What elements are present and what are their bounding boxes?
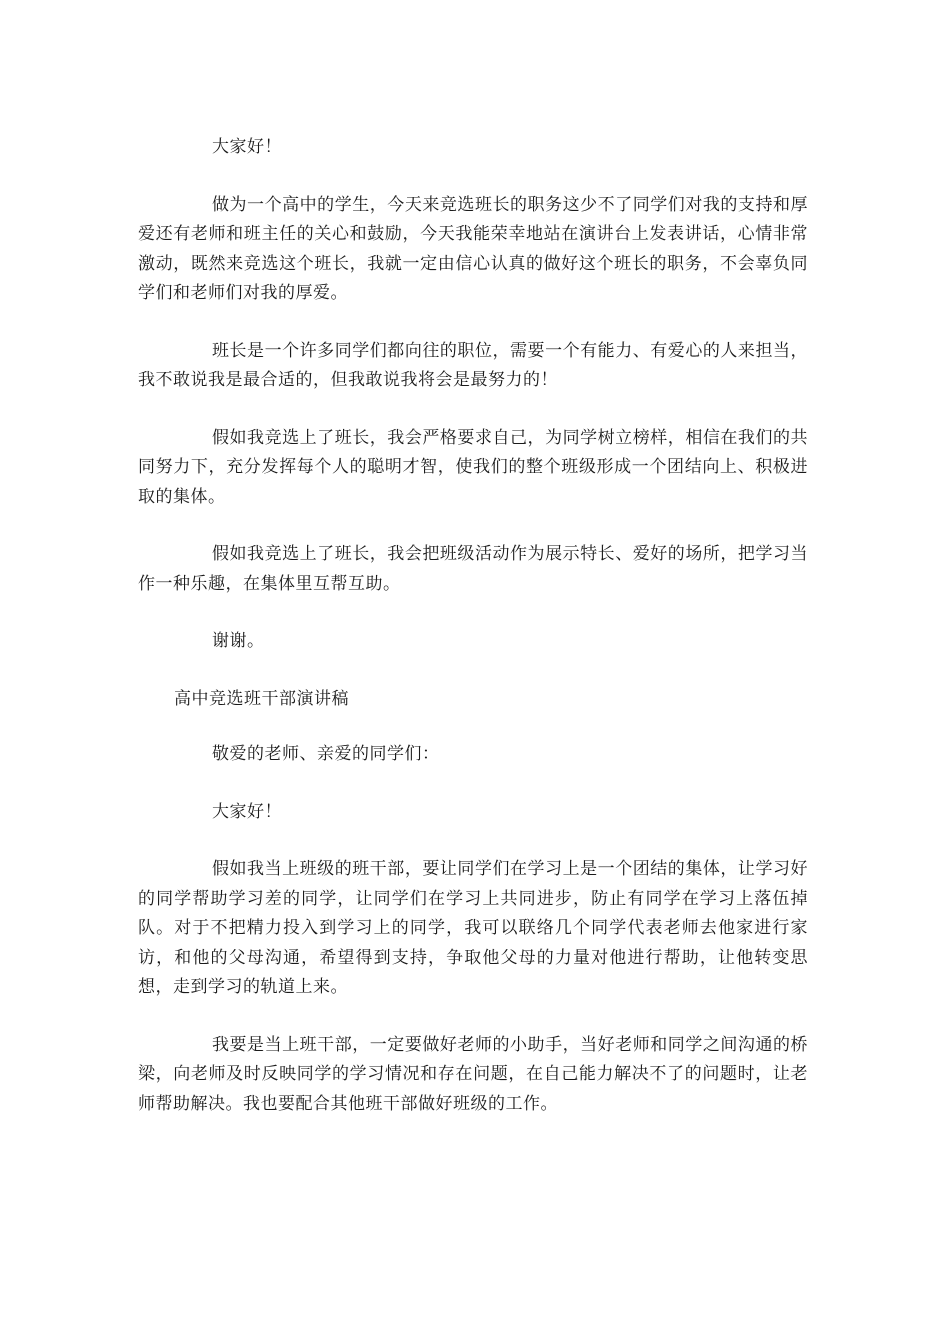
greeting: 大家好！	[212, 137, 282, 157]
speech-paragraph: 做为一个高中的学生，今天来竞选班长的职务这少不了同学们对我的支持和厚爱还有老师和班主任的关心和鼓励，今天我能荣幸地站在演讲台上发表讲话，心情非常激动，既然来竞选这个班长，我就一定由信心认真的做好这个班长的职务，不会辜负同学们和老师们对我的厚爱。	[138, 194, 808, 303]
speech-paragraph: 假如我当上班级的班干部，要让同学们在学习上是一个团结的集体，让学习好的同学帮助学习差的同学，让同学们在学习上共同进步，防止有同学在学习上落伍掉队。对于不把精力投入到学习上的同学，我可以联络几个同学代表老师去他家进行家访，和他的父母沟通，希望得到支持，争取他父母的力量对他进行帮助，让他转变思想，走到学习的轨道上来。	[138, 859, 808, 997]
section-title: 高中竞选班干部演讲稿	[174, 688, 349, 709]
closing-thanks: 谢谢。	[212, 631, 265, 651]
greeting: 大家好！	[212, 801, 282, 822]
document-page	[138, 133, 808, 1147]
speech-paragraph: 班长是一个许多同学们都向往的职位，需要一个有能力、有爱心的人来担当，我不敢说我是最合适的，但我敢说我将会是最努力的！	[138, 340, 808, 390]
speech-paragraph: 假如我竞选上了班长，我会把班级活动作为展示特长、爱好的场所，把学习当作一种乐趣，在集体里互帮互助。	[138, 544, 808, 594]
salutation: 敬爱的老师、亲爱的同学们：	[212, 744, 440, 764]
speech-paragraph: 假如我竞选上了班长，我会严格要求自己，为同学树立榜样，相信在我们的共同努力下，充分发挥每个人的聪明才智，使我们的整个班级形成一个团结向上、积极进取的集体。	[138, 427, 808, 507]
speech-paragraph: 我要是当上班干部，一定要做好老师的小助手，当好老师和同学之间沟通的桥梁，向老师及时反映同学的学习情况和存在问题，在自己能力解决不了的问题时，让老师帮助解决。我也要配合其他班干部做好班级的工作。	[138, 1034, 808, 1114]
